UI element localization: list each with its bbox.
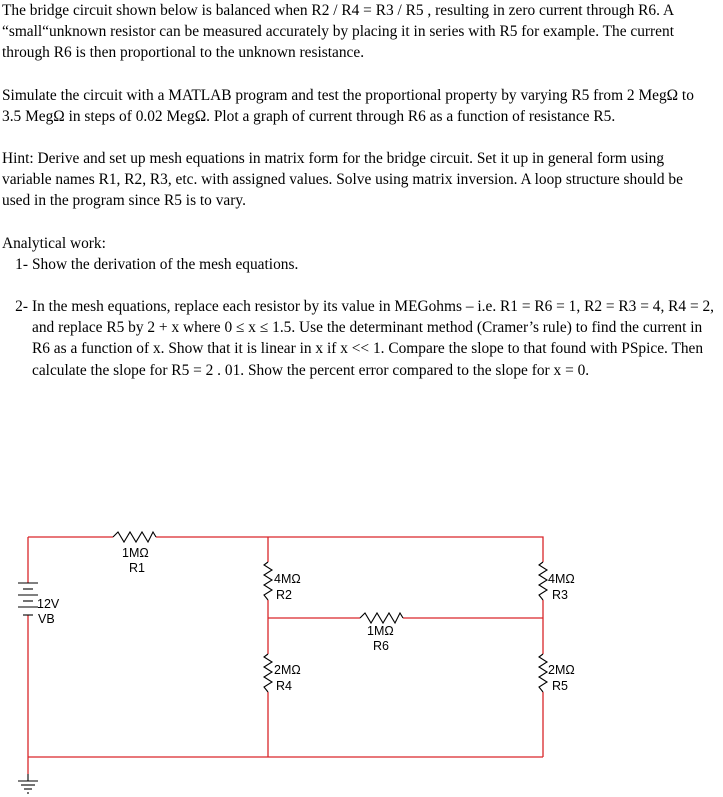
r3-name-label: R3: [552, 588, 568, 602]
resistor-r2-icon: [264, 562, 272, 600]
list-item-text: In the mesh equations, replace each resistor by its value in MEGohms – i.e. R1 = R6 = 1, R2 = R3 = 4, R4 = 2, and replace R5 by 2 + x where 0 ≤ x ≤ 1.5. Use the determinant method (Cramer’s rule) to find the current in R6 as a function of x. Show that it is linear in x if x << 1. Compare the slope to that found with PSpice. Then calculate the slope for R5 = 2 . 01. Show the percent error compared to the slope for x = 0.: [32, 298, 715, 379]
resistor-r5-icon: [539, 654, 547, 692]
vb-value-label: 12V: [37, 597, 60, 611]
problem-document: [2, 0, 714, 381]
vb-name-label: VB: [38, 612, 55, 626]
r1-value-label: 1MΩ: [122, 546, 149, 560]
r2-name-label: R2: [276, 588, 292, 602]
resistor-r3-icon: [539, 562, 547, 600]
analytical-heading: Analytical work:: [2, 234, 106, 252]
list-item-number: 1-: [15, 255, 28, 273]
list-item-number: 2-: [15, 298, 28, 316]
analytical-list: [2, 254, 714, 381]
circuit-labels: [37, 546, 575, 693]
r5-value-label: 2MΩ: [548, 663, 575, 677]
resistor-r4-icon: [264, 654, 272, 692]
r3-value-label: 4MΩ: [548, 572, 575, 586]
r6-value-label: 1MΩ: [367, 624, 394, 638]
r2-value-label: 4MΩ: [274, 572, 301, 586]
paragraph-hint: Hint: Derive and set up mesh equations in matrix form for the bridge circuit. Set it up in general form using variable names R1, R2, R3, etc. with assigned values. Solve using matrix inversion. A loop structure should be used in the program since R5 is to vary.: [2, 150, 683, 210]
list-item: [2, 254, 714, 275]
list-item: [2, 296, 714, 381]
r4-name-label: R4: [276, 679, 292, 693]
paragraph-simulate: Simulate the circuit with a MATLAB program and test the proportional property by varying R5 from 2 MegΩ to 3.5 MegΩ in steps of 0.02 MegΩ. Plot a graph of current through R6 as a function of resistance R5.: [2, 86, 694, 125]
resistor-r6-icon: [360, 613, 403, 623]
paragraph-intro: The bridge circuit shown below is balanced when R2 / R4 = R3 / R5 , resulting in zero current through R6. A “small“unknown resistor can be measured accurately by placing it in series with R5 for example. The current through R6 is then proportional to the unknown resistance.: [2, 2, 674, 62]
r1-name-label: R1: [129, 561, 145, 575]
ground-icon: [18, 774, 38, 793]
resistor-r1-icon: [113, 532, 156, 542]
list-item-text: Show the derivation of the mesh equations.: [32, 255, 299, 273]
wire-top-right: [156, 537, 543, 562]
r4-value-label: 2MΩ: [274, 663, 301, 677]
r6-name-label: R6: [373, 639, 389, 653]
r5-name-label: R5: [552, 679, 568, 693]
bridge-circuit-diagram: [0, 515, 723, 797]
battery-vb-icon: [18, 583, 38, 615]
